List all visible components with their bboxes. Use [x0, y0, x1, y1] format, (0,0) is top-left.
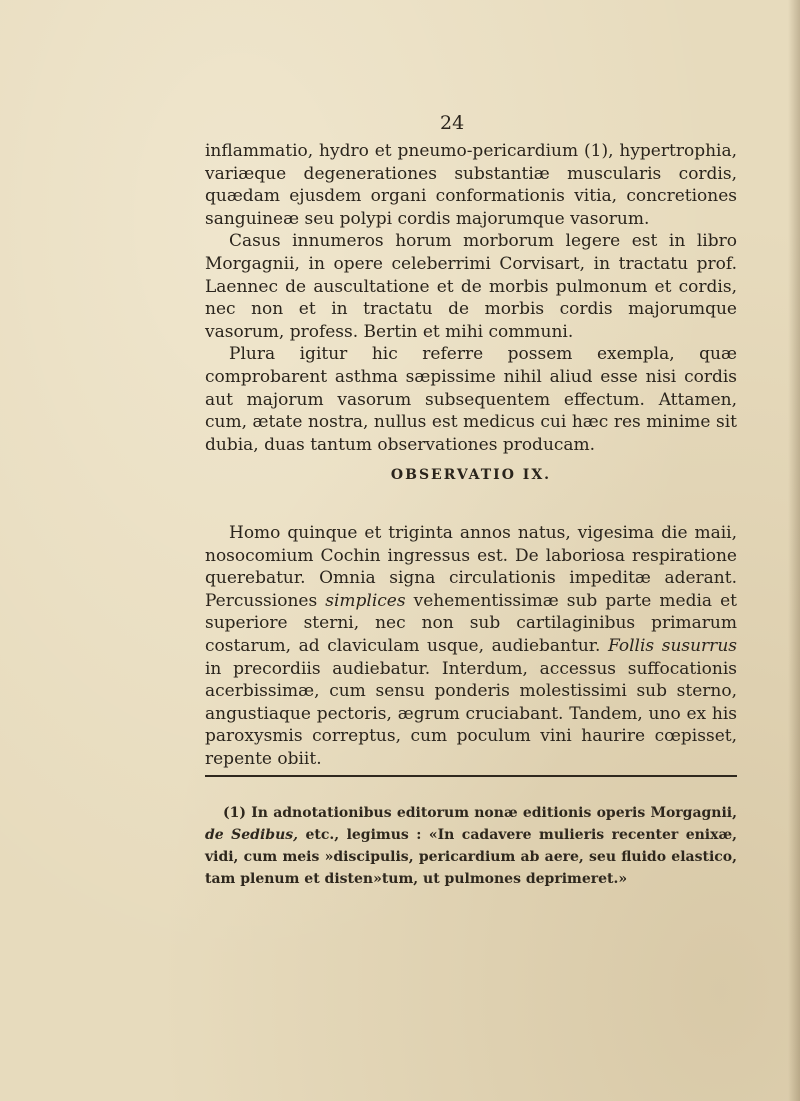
footnote-rule	[205, 775, 737, 777]
observation-text	[205, 522, 737, 771]
observation-italic-1: simplices	[325, 590, 406, 611]
footnote-italic: de Sedibus,	[205, 827, 299, 843]
observation-text-part2: vehementissimæ sub parte media et superiore sterni, nec non sub cartilaginibus primarum costarum, ad claviculam usque, audiebantur.	[205, 590, 737, 656]
footnote-paragraph	[205, 802, 737, 890]
paragraph-1: inflammatio, hydro et pneumo-pericardium (1), hypertrophia, variæque degenerationes substantiæ muscularis cordis, quædam ejusdem organi conformationis vitia, concretiones sanguineæ seu polypi cordis majorumque vasorum.	[205, 141, 737, 229]
body-text	[205, 140, 737, 456]
observation-italic-2: Follis susurrus	[608, 635, 737, 656]
observation-heading: OBSERVATIO IX.	[390, 467, 552, 483]
paragraph-2: Casus innumeros horum morborum legere est in libro Morgagnii, in opere celeberrimi Corvisart, in tractatu prof. Laennec de auscultatione et de morbis pulmonum et cordis, nec non et in tractatu de morbis cordis majorumque vasorum, profess. Bertin et mihi communi.	[205, 231, 737, 342]
observation-text-part1: Homo quinque et triginta annos natus, vigesima die maii, nosocomium Cochin ingressus est. De laboriosa respiratione querebatur. Omnia signa circulationis impeditæ aderant. Percussiones	[205, 523, 737, 611]
observation-text-part3: in precordiis audiebatur. Interdum, accessus suffocationis acerbissimæ, cum sensu ponderis molestissimi sub sterno, angustiaque pectoris, ægrum cruciabant. Tandem, uno ex his paroxysmis correptus, cum poculum vini haurire cœpisset, repente obiit.	[205, 658, 737, 769]
observation-paragraph	[205, 522, 737, 771]
footnote-part2: etc., legimus : «In cadavere mulieris recenter enixæ, vidi, cum meis »discipulis, pericardium ab aere, seu fluido elastico, tam plenum et disten»tum, ut pulmones deprimeret.»	[205, 827, 738, 887]
footnote-part1: (1) In adnotationibus editorum nonæ editionis operis Morgagnii,	[223, 805, 737, 821]
paragraph-3: Plura igitur hic referre possem exempla, quæ comprobarent asthma sæpissime nihil aliud esse nisi cordis aut majorum vasorum subsequentem effectum. Attamen, cum, ætate nostra, nullus est medicus cui hæc res minime sit dubia, duas tantum observationes producam.	[205, 344, 737, 455]
footnote	[205, 802, 737, 890]
page-edge-shadow	[788, 0, 800, 1101]
page-number: 24	[440, 112, 465, 134]
